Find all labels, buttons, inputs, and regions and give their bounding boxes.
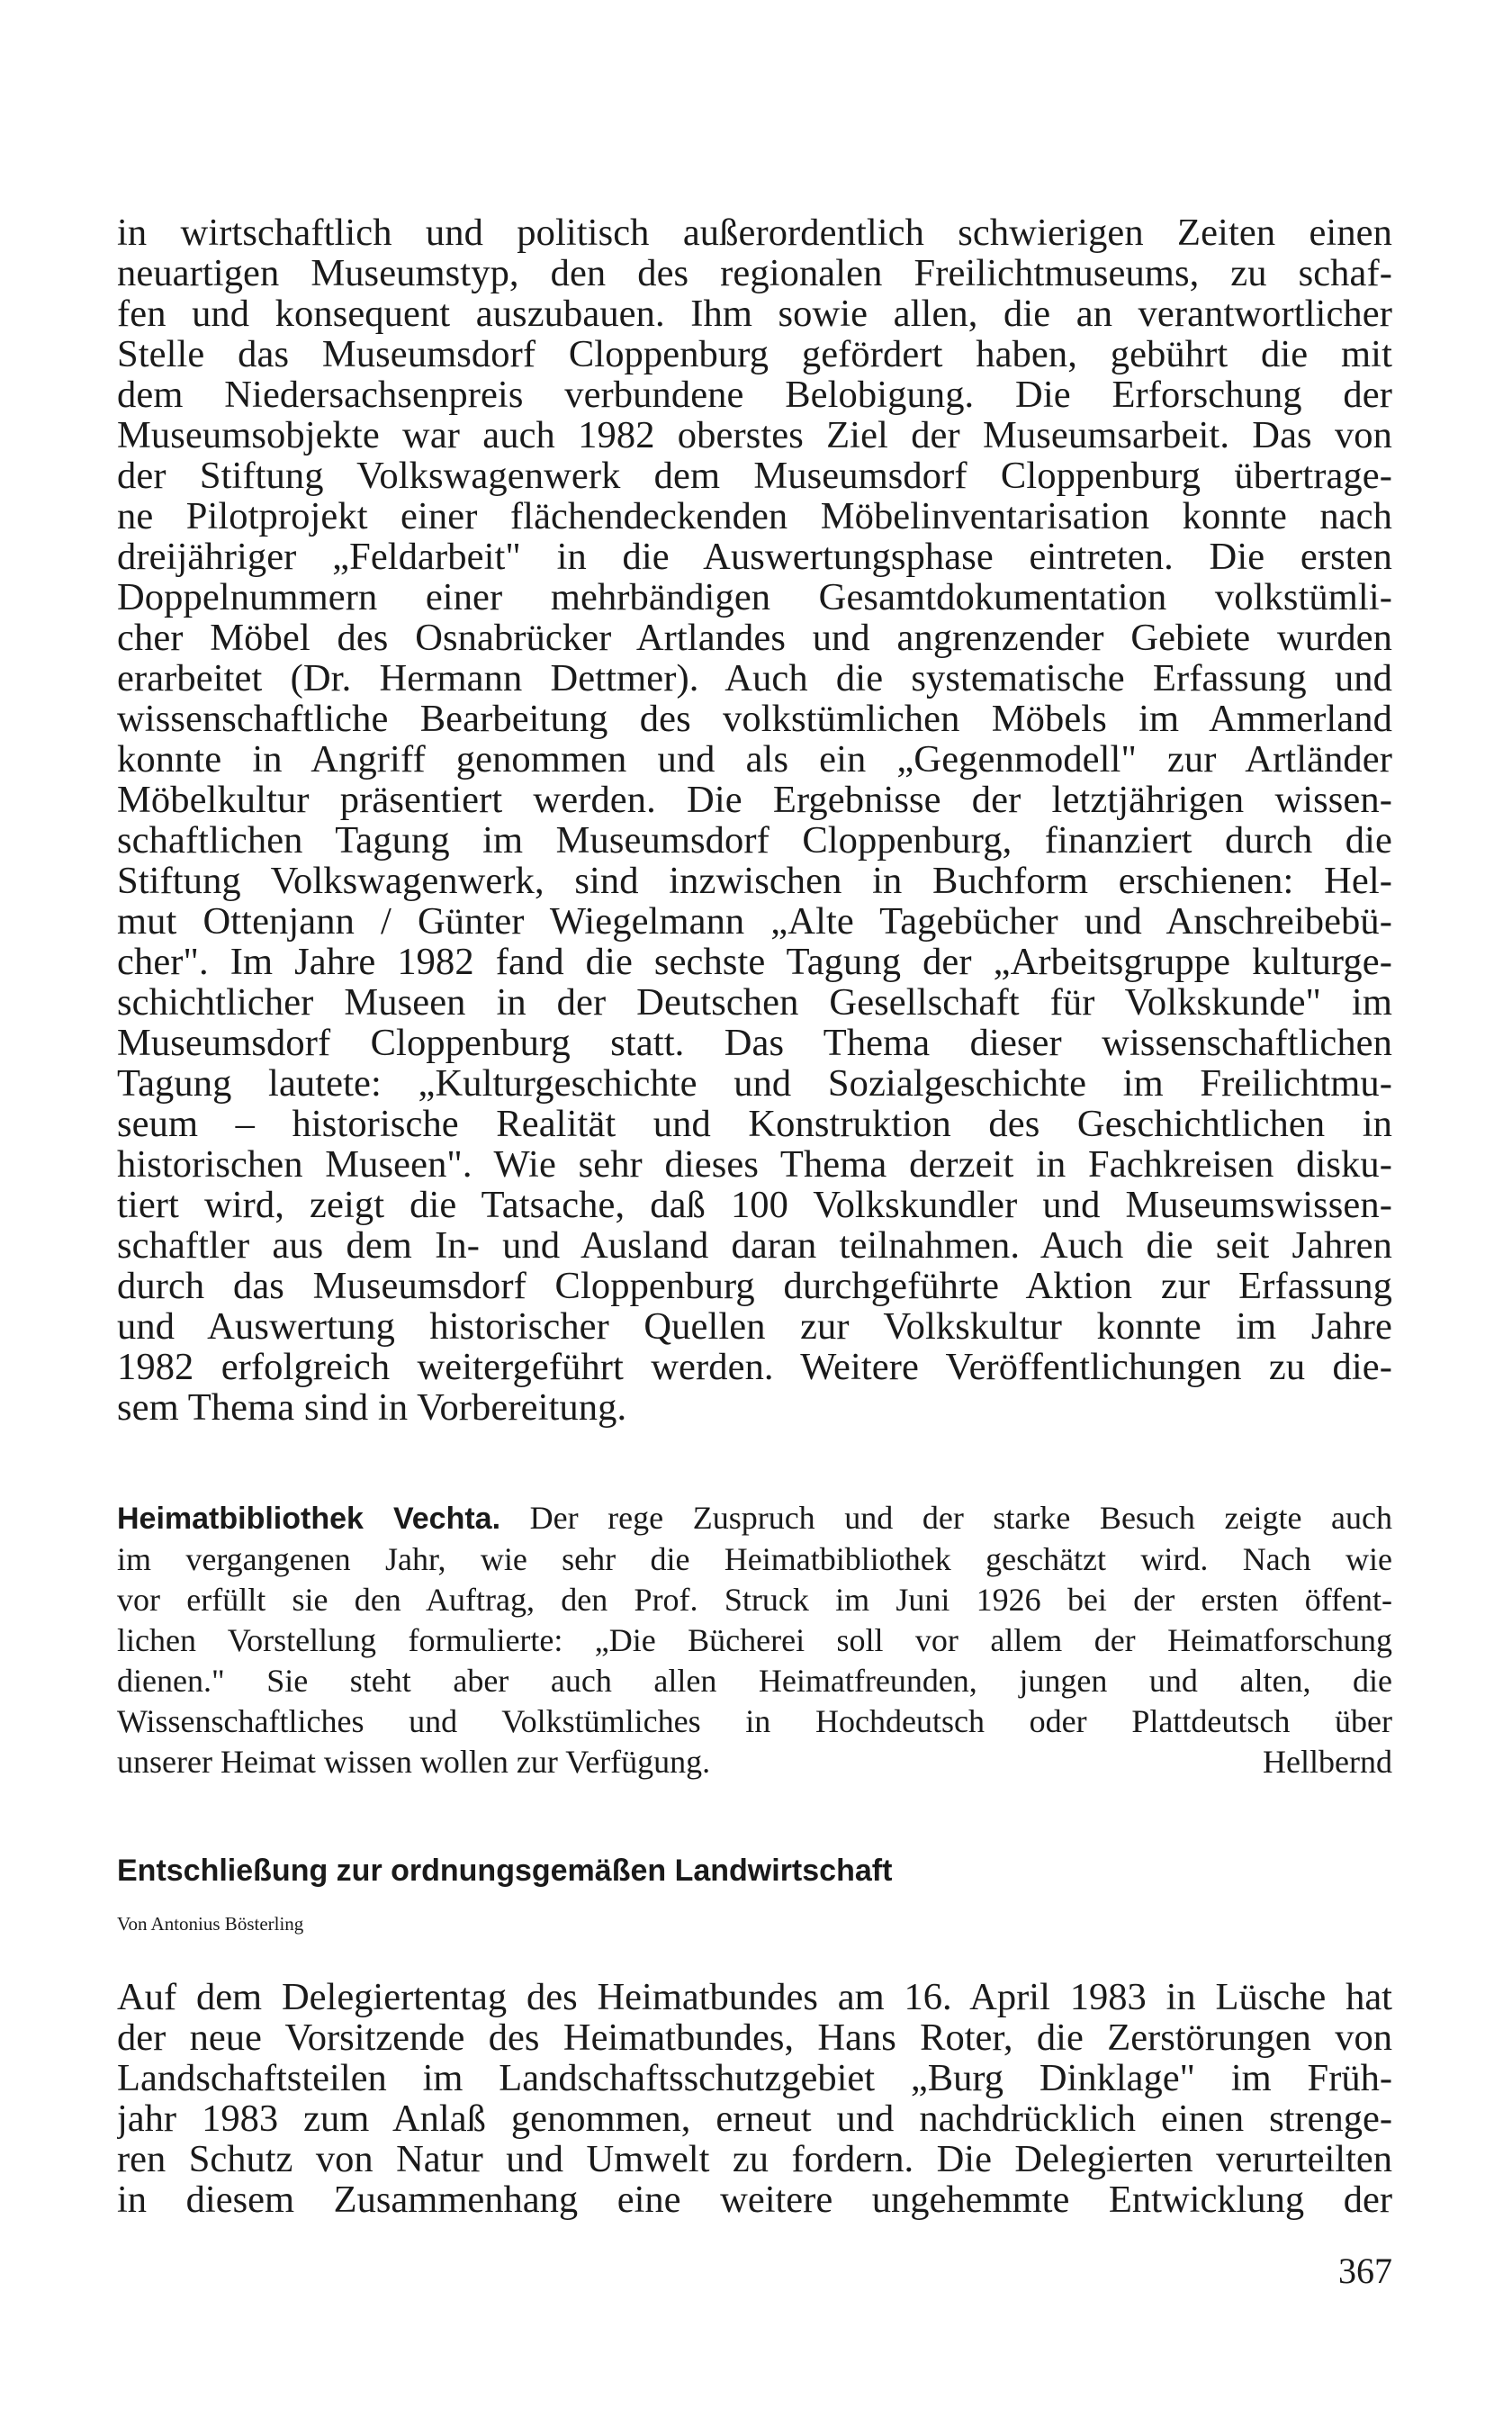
text-line: jahr 1983 zum Anlaß genommen, erneut und nachdrücklich einen strenge- — [117, 2098, 1392, 2139]
text-line: ne Pilotprojekt einer flächendeckenden Möbelinventarisation konnte nach — [117, 496, 1392, 537]
museum-report-paragraph — [117, 212, 1392, 1428]
text-line: Tagung lautete: „Kulturgeschichte und Sozialgeschichte im Freilichtmu- — [117, 1063, 1392, 1104]
author-signature: Hellbernd — [1263, 1744, 1392, 1780]
text-line: vor erfüllt sie den Auftrag, den Prof. Struck im Juni 1926 bei der ersten öffent- — [117, 1582, 1392, 1618]
text-line: Stelle das Museumsdorf Cloppenburg gefördert haben, gebührt die mit — [117, 334, 1392, 374]
text-line: dreijähriger „Feldarbeit" in die Auswertungsphase eintreten. Die ersten — [117, 537, 1392, 577]
text-line-rest: Der rege Zuspruch und der starke Besuch zeigte auch — [500, 1500, 1392, 1536]
page-number: 367 — [1338, 2251, 1392, 2291]
text-line: in wirtschaftlich und politisch außerordentlich schwierigen Zeiten einen — [117, 212, 1392, 253]
text-line: seum – historische Realität und Konstruktion des Geschichtlichen in — [117, 1104, 1392, 1144]
text-line: der Stiftung Volkswagenwerk dem Museumsdorf Cloppenburg übertrage- — [117, 456, 1392, 496]
text-line: Museumsobjekte war auch 1982 oberstes Ziel der Museumsarbeit. Das von — [117, 415, 1392, 456]
text-line: schaftler aus dem In- und Ausland daran teilnahmen. Auch die seit Jahren — [117, 1225, 1392, 1266]
text-line: dem Niedersachsenpreis verbundene Belobigung. Die Erforschung der — [117, 374, 1392, 415]
text-line: dienen." Sie steht aber auch allen Heimatfreunden, jungen und alten, die — [117, 1663, 1392, 1699]
article-byline: Von Antonius Bösterling — [117, 1913, 304, 1935]
text-line: Wissenschaftliches und Volkstümliches in Hochdeutsch oder Plattdeutsch über — [117, 1703, 1392, 1739]
text-line: erarbeitet (Dr. Hermann Dettmer). Auch die systematische Erfassung und — [117, 658, 1392, 699]
text-line: Museumsdorf Cloppenburg statt. Das Thema dieser wissenschaftlichen — [117, 1023, 1392, 1063]
text-line: konnte in Angriff genommen und als ein „Gegenmodell" zur Artländer — [117, 739, 1392, 780]
text-line: und Auswertung historischer Quellen zur Volkskultur konnte im Jahre — [117, 1306, 1392, 1347]
text-line: durch das Museumsdorf Cloppenburg durchgeführte Aktion zur Erfassung — [117, 1266, 1392, 1306]
text-line: cher Möbel des Osnabrücker Artlandes und angrenzender Gebiete wurden — [117, 618, 1392, 658]
text-line: Auf dem Delegiertentag des Heimatbundes am 16. April 1983 in Lüsche hat — [117, 1977, 1392, 2017]
text-line: wissenschaftliche Bearbeitung des volkstümlichen Möbels im Ammerland — [117, 699, 1392, 739]
text-line: cher". Im Jahre 1982 fand die sechste Tagung der „Arbeitsgruppe kulturge- — [117, 942, 1392, 982]
text-line — [117, 1498, 1392, 1539]
text-line — [117, 1742, 1392, 1782]
text-line: schaftlichen Tagung im Museumsdorf Cloppenburg, finanziert durch die — [117, 820, 1392, 861]
article-heading: Entschließung zur ordnungsgemäßen Landwirtschaft — [117, 1854, 893, 1888]
text-line: in diesem Zusammenhang eine weitere ungehemmte Entwicklung der — [117, 2179, 1392, 2220]
text-line-last: unserer Heimat wissen wollen zur Verfügung. — [117, 1744, 711, 1780]
text-line: Stiftung Volkswagenwerk, sind inzwischen in Buchform erschienen: Hel- — [117, 861, 1392, 901]
text-line: historischen Museen". Wie sehr dieses Thema derzeit in Fachkreisen disku- — [117, 1144, 1392, 1185]
text-line: im vergangenen Jahr, wie sehr die Heimatbibliothek geschätzt wird. Nach wie — [117, 1541, 1392, 1577]
resolution-paragraph — [117, 1977, 1392, 2220]
library-paragraph — [117, 1498, 1392, 1782]
text-line: neuartigen Museumstyp, den des regionalen Freilichtmuseums, zu schaf- — [117, 253, 1392, 293]
text-line: tiert wird, zeigt die Tatsache, daß 100 Volkskundler und Museumswissen- — [117, 1185, 1392, 1225]
text-line: mut Ottenjann / Günter Wiegelmann „Alte Tagebücher und Anschreibebü- — [117, 901, 1392, 942]
text-line: ren Schutz von Natur und Umwelt zu fordern. Die Delegierten verurteilten — [117, 2139, 1392, 2179]
text-line: lichen Vorstellung formulierte: „Die Bücherei soll vor allem der Heimatforschung — [117, 1622, 1392, 1658]
text-line: Möbelkultur präsentiert werden. Die Ergebnisse der letztjährigen wissen- — [117, 780, 1392, 820]
text-line: 1982 erfolgreich weitergeführt werden. Weitere Veröffentlichungen zu die- — [117, 1347, 1392, 1387]
text-line: fen und konsequent auszubauen. Ihm sowie allen, die an verantwortlicher — [117, 293, 1392, 334]
text-line: schichtlicher Museen in der Deutschen Gesellschaft für Volkskunde" im — [117, 982, 1392, 1023]
text-line: Landschaftsteilen im Landschaftsschutzgebiet „Burg Dinklage" im Früh- — [117, 2058, 1392, 2098]
text-line: sem Thema sind in Vorbereitung. — [117, 1387, 627, 1428]
section-run-in-heading: Heimatbibliothek Vechta. — [117, 1502, 501, 1536]
text-line: Doppelnummern einer mehrbändigen Gesamtdokumentation volkstümli- — [117, 577, 1392, 618]
text-line: der neue Vorsitzende des Heimatbundes, Hans Roter, die Zerstörungen von — [117, 2017, 1392, 2058]
